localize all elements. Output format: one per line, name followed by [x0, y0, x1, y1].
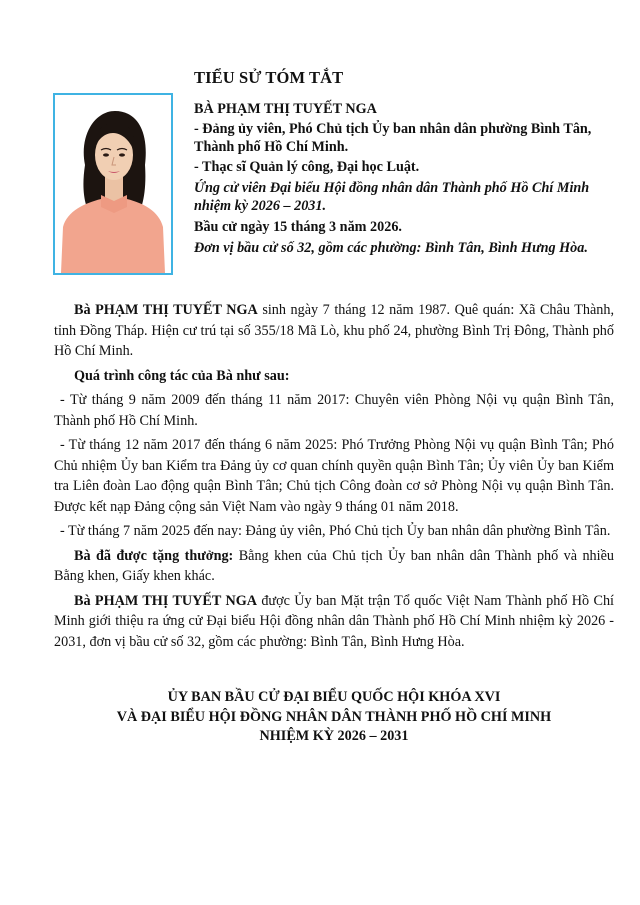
candidate-education: - Thạc sĩ Quản lý công, Đại học Luật.: [194, 159, 420, 176]
candidate-summary: [194, 101, 614, 260]
committee-line-1: ỦY BAN BẦU CỬ ĐẠI BIỂU QUỐC HỘI KHÓA XVI: [167, 689, 501, 705]
committee-line-2: VÀ ĐẠI BIỂU HỘI ĐỒNG NHÂN DÂN THÀNH PHỐ HỒ CHÍ MINH: [116, 708, 552, 725]
awards-text: Bằng khen của Chủ tịch Ủy ban nhân dân Thành phố và nhiều Bằng khen, Giấy khen khác.: [54, 547, 614, 584]
nomination-paragraph: [54, 591, 614, 653]
portrait-image: [55, 95, 171, 273]
nomination-name: Bà PHẠM THỊ TUYẾT NGA: [74, 592, 257, 609]
candidate-portrait: [53, 93, 173, 275]
candidate-candidacy: Ứng cử viên Đại biểu Hội đồng nhân dân Thành phố Hồ Chí Minh nhiệm kỳ 2026 – 2031.: [194, 180, 590, 214]
election-date: Bầu cử ngày 15 tháng 3 năm 2026.: [194, 218, 402, 235]
document-title: TIỂU SỬ TÓM TẮT: [194, 68, 344, 87]
candidate-name: BÀ PHẠM THỊ TUYẾT NGA: [194, 101, 377, 117]
career-item: - Từ tháng 9 năm 2009 đến tháng 11 năm 2017: Chuyên viên Phòng Nội vụ quận Bình Tân, Thành phố Hồ Chí Minh.: [54, 392, 614, 429]
issuing-committee: [54, 688, 614, 747]
intro-paragraph: [54, 300, 614, 362]
biography: [54, 300, 614, 656]
intro-name: Bà PHẠM THỊ TUYẾT NGA: [74, 302, 258, 318]
committee-line-3: NHIỆM KỲ 2026 – 2031: [259, 728, 409, 744]
constituency: Đơn vị bầu cử số 32, gồm các phường: Bình Tân, Bình Hưng Hòa.: [194, 239, 588, 256]
intro-text: sinh ngày 7 tháng 12 năm 1987. Quê quán: Xã Châu Thành, tỉnh Đồng Tháp. Hiện cư trú tại số 355/18 Mã Lò, khu phố 24, phường Bình Trị Đông, Thành phố Hồ Chí Minh.: [54, 302, 614, 359]
career-item: - Từ tháng 7 năm 2025 đến nay: Đảng ủy viên, Phó Chủ tịch Ủy ban nhân dân phường Bình Tân.: [60, 523, 611, 539]
candidate-position: - Đảng ủy viên, Phó Chủ tịch Ủy ban nhân dân phường Bình Tân, Thành phố Hồ Chí Minh.: [194, 120, 592, 155]
career-item: - Từ tháng 12 năm 2017 đến tháng 6 năm 2025: Phó Trưởng Phòng Nội vụ quận Bình Tân; Phó Chủ nhiệm Ủy ban Kiểm tra Đảng ủy cơ quan chính quyền quận Bình Tân; Ủy viên Ủy ban Kiểm tra Liên đoàn Lao động quận Bình Tân; Chủ tịch Công đoàn cơ sở Phòng Nội vụ quận Bình Tân. Được kết nạp Đảng cộng sản Việt Nam vào ngày 9 tháng 01 năm 2018.: [54, 437, 614, 515]
awards-label: Bà đã được tặng thưởng:: [74, 547, 234, 564]
nomination-text: được Ủy ban Mặt trận Tổ quốc Việt Nam Thành phố Hồ Chí Minh giới thiệu ra ứng cử Đại biểu Hội đồng nhân dân Thành phố Hồ Chí Minh nhiệm kỳ 2026 - 2031, đơn vị bầu cử số 32, gồm các phường: Bình Tân, Bình Hưng Hòa.: [54, 592, 614, 650]
awards-paragraph: [54, 546, 614, 587]
career-heading: Quá trình công tác của Bà như sau:: [74, 367, 290, 384]
